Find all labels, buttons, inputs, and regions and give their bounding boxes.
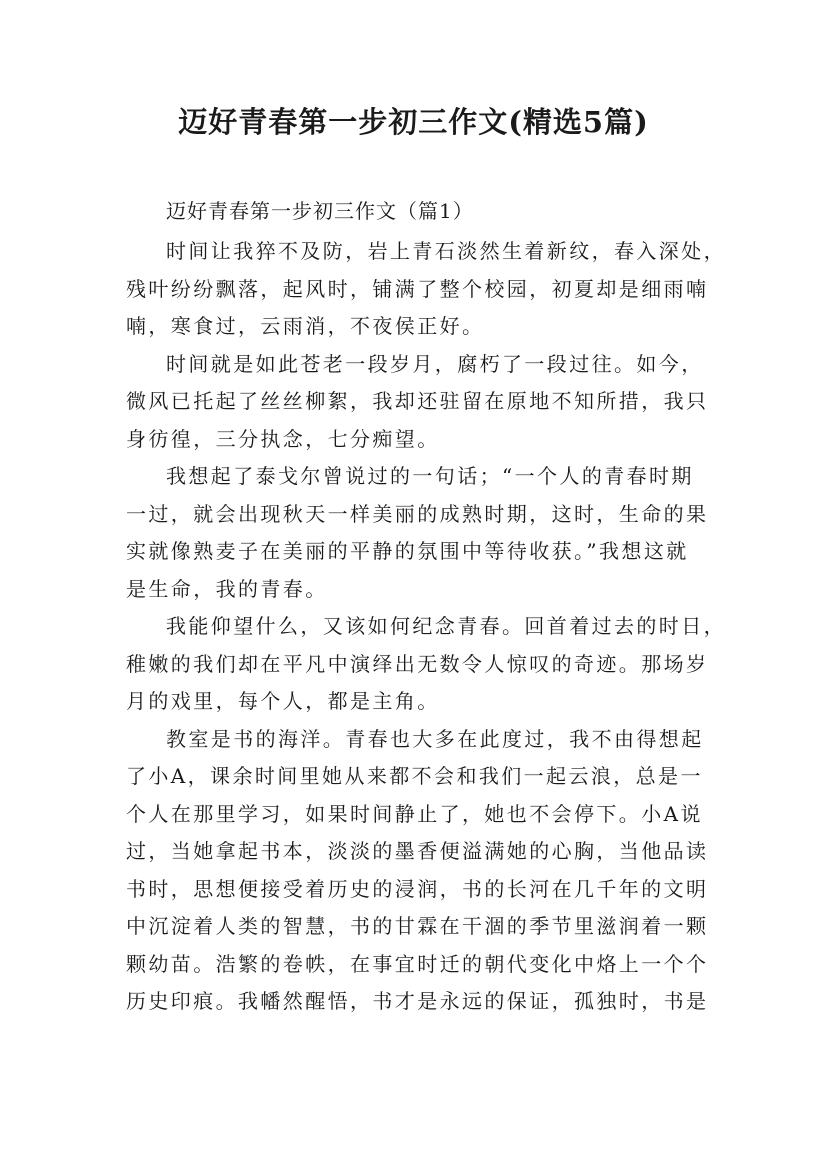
text-line: 微风已托起了丝丝柳絮，我却还驻留在原地不知所措，我只	[126, 389, 709, 413]
text-line: 教室是书的海洋。青春也大多在此度过，我不由得想起	[166, 726, 704, 751]
article-body	[126, 196, 726, 1021]
text-line: 一过，就会出现秋天一样美丽的成熟时期，这时，生命的果	[126, 501, 709, 526]
text-line: 我能仰望什么，又该如何纪念青春。回首着过去的时日，	[166, 614, 726, 638]
text-line: 实就像熟麦子在美丽的平静的氛围中等待收获。”我想这就	[126, 539, 689, 563]
text-line: 残叶纷纷飘落，起风时，铺满了整个校园，初夏却是细雨喃	[126, 276, 709, 301]
paragraph	[126, 233, 726, 346]
section-heading: 迈好青春第一步初三作文（篇1）	[166, 199, 474, 223]
document-title: 迈好青春第一步初三作文(精选5篇)	[178, 105, 649, 139]
text-line: 书时，思想便接受着历史的浸润，书的长河在几千年的文明	[126, 876, 709, 901]
text-line: 是生命，我的青春。	[126, 576, 328, 601]
text-line: 时间就是如此苍老一段岁月，腐朽了一段过往。如今，	[166, 351, 704, 376]
paragraph	[126, 346, 708, 459]
text-line: 了小A，课余时间里她从来都不会和我们一起云浪，总是一	[126, 764, 703, 788]
paragraph	[126, 608, 726, 721]
text-line: 历史印痕。我幡然醒悟，书才是永远的保证，孤独时，书是	[126, 989, 709, 1013]
text-line: 喃，寒食过，云雨消，不夜侯正好。	[126, 314, 485, 338]
text-line: 个人在那里学习，如果时间静止了，她也不会停下。小A说	[126, 801, 703, 826]
text-line: 过，当她拿起书本，淡淡的墨香便溢满她的心胸，当他品读	[126, 839, 709, 863]
text-line: 身彷徨，三分执念，七分痴望。	[126, 426, 440, 451]
text-line: 中沉淀着人类的智慧，书的甘霖在干涸的季节里滋润着一颗	[126, 914, 709, 938]
text-line: 稚嫩的我们却在平凡中演绎出无数令人惊叹的奇迹。那场岁	[126, 651, 709, 676]
text-line: 我想起了泰戈尔曾说过的一句话；“一个人的青春时期	[166, 464, 694, 488]
text-line: 颗幼苗。浩繁的卷帙，在事宜时迁的朝代变化中烙上一个个	[126, 951, 709, 976]
paragraph	[126, 721, 708, 1021]
text-line: 时间让我猝不及防，岩上青石淡然生着新纹，春入深处，	[166, 239, 726, 263]
paragraph	[126, 458, 708, 608]
text-line: 月的戏里，每个人，都是主角。	[126, 689, 440, 713]
